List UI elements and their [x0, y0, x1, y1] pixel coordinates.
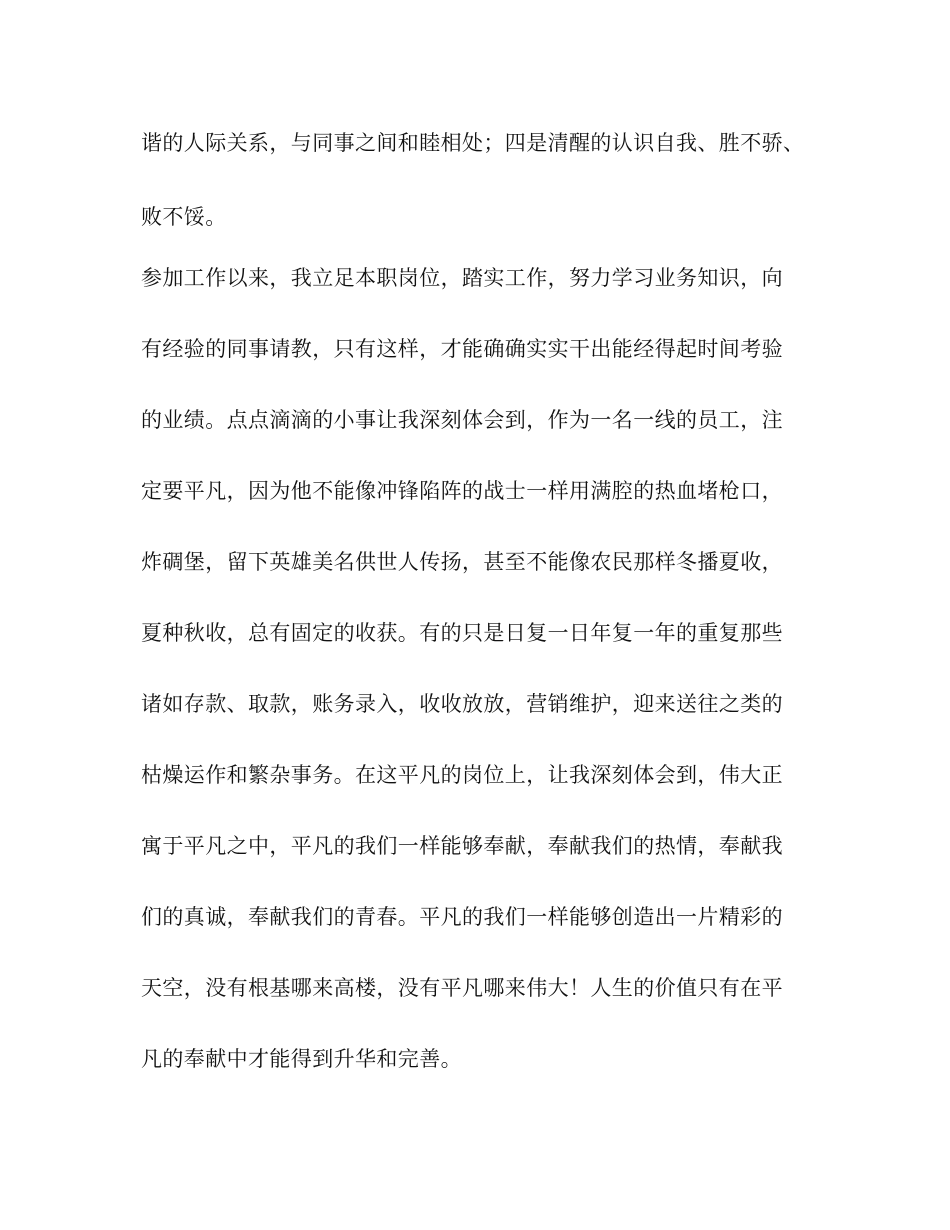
text-line: 有经验的同事请教，只有这样，才能确确实实干出能经得起时间考验: [141, 337, 783, 361]
text-line: 天空，没有根基哪来高楼，没有平凡哪来伟大！人生的价值只有在平: [141, 976, 783, 1000]
text-line: 的业绩。点点滴滴的小事让我深刻体会到，作为一名一线的员工，注: [141, 408, 783, 432]
text-line: 寓于平凡之中，平凡的我们一样能够奉献，奉献我们的热情，奉献我: [141, 834, 783, 858]
text-line: 定要平凡，因为他不能像冲锋陷阵的战士一样用满腔的热血堵枪口，: [141, 479, 783, 503]
text-line: 们的真诚，奉献我们的青春。平凡的我们一样能够创造出一片精彩的: [141, 905, 783, 929]
text-line: 夏种秋收，总有固定的收获。有的只是日复一日年复一年的重复那些: [141, 621, 783, 645]
text-line: 凡的奉献中才能得到升华和完善。: [141, 1047, 462, 1071]
text-line: 参加工作以来，我立足本职岗位，踏实工作，努力学习业务知识，向: [141, 266, 783, 290]
text-line: 败不馁。: [141, 205, 227, 229]
text-line: 枯燥运作和繁杂事务。在这平凡的岗位上，让我深刻体会到，伟大正: [141, 763, 783, 787]
text-line: 谐的人际关系，与同事之间和睦相处；四是清醒的认识自我、胜不骄、: [141, 131, 805, 155]
text-line: 诸如存款、取款，账务录入，收收放放，营销维护，迎来送往之类的: [141, 692, 783, 716]
text-line: 炸碉堡，留下英雄美名供世人传扬，甚至不能像农民那样冬播夏收，: [141, 550, 783, 574]
